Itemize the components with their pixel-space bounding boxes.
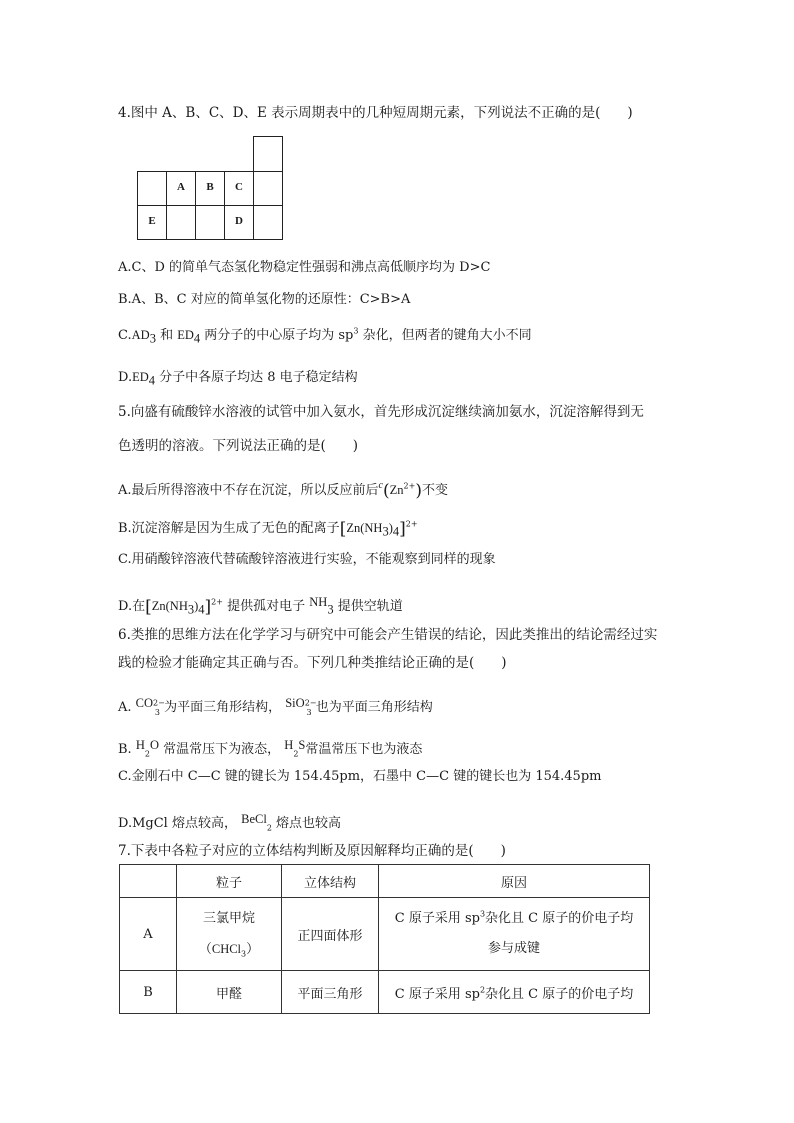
table-header-cell: 粒子 (177, 865, 282, 898)
q6-option-b: B. $H_2O$ 常温常压下为液态， $H_2S$常温常压下也为液态 (118, 738, 423, 759)
q6-title-line2: 践的检验才能确定其正确与否。下列几种类推结论正确的是( ) (118, 655, 507, 671)
table-row (120, 898, 650, 971)
q5-title-line1: 5.向盛有硫酸锌水溶液的试管中加入氨水，首先形成沉淀继续滴加氨水，沉淀溶解得到无 (118, 404, 644, 420)
table-cell-key: B (120, 971, 177, 1014)
table-header-cell (120, 865, 177, 898)
q6-option-c: C.金刚石中 C—C 键的键长为 154.45pm，石墨中 C—C 键的键长也为 154.45pm (118, 769, 602, 784)
pt-cell (253, 171, 283, 206)
q5-option-c: C.用硝酸锌溶液代替硫酸锌溶液进行实验，不能观察到同样的现象 (118, 552, 496, 567)
periodic-table-fragment (137, 136, 283, 240)
table-cell-particle: 三氯甲烷 （CHCl$_3$） (177, 898, 282, 971)
q5-option-d: D.在$[Zn(NH_3)_4]^{2+}$ 提供孤对电子 $NH_3$ 提供空轨道 (118, 595, 403, 617)
table-row (120, 971, 650, 1014)
q6-title-line1: 6.类推的思维方法在化学学习与研究中可能会产生错误的结论，因此类推出的结论需经过实 (118, 627, 658, 643)
pt-label-d: D (235, 215, 243, 227)
q4-option-d: $D.ED_4$ 分子中各原子均达 8 电子稳定结构 (118, 370, 358, 388)
q4-title: 4.图中 A、B、C、D、E 表示周期表中的几种短周期元素，下列说法不正确的是( ) (118, 105, 633, 121)
table-cell-key: A (120, 898, 177, 971)
table-header-row (120, 865, 650, 898)
q5-option-b: B.沉淀溶解是因为生成了无色的配离子$[Zn(NH_3)_4]^{2+}$ (118, 519, 418, 539)
q5-option-a: A.最后所得溶液中不存在沉淀，所以反应前后$^c(Zn^{2+})$不变 (118, 480, 448, 501)
pt-label-a: A (177, 181, 185, 193)
q7-title: 7.下表中各粒子对应的立体结构判断及原因解释均正确的是( ) (118, 843, 506, 859)
q6-option-a: A. $CO^{2-}_3$ 为平面三角形结构， SiO$^{2-}_3$ 也为平面三角形结构 (118, 696, 433, 717)
table-cell-reason: C 原子采用 $sp^3$杂化且 C 原子的价电子均 参与成键 (379, 898, 650, 971)
table-cell-structure: 正四面体形 (282, 898, 379, 971)
pt-cell (137, 171, 167, 206)
pt-label-b: B (206, 181, 214, 193)
pt-cell (195, 205, 225, 240)
table-cell-structure: 平面三角形 (282, 971, 379, 1014)
q4-option-a: A.C、D 的简单气态氢化物稳定性强弱和沸点高低顺序均为 D>C (118, 260, 491, 275)
pt-cell-top (253, 136, 283, 172)
pt-cell (166, 205, 196, 240)
table-cell-particle: 甲醛 (177, 971, 282, 1014)
table-cell-reason: C 原子采用 $sp^2$杂化且 C 原子的价电子均 (379, 971, 650, 1014)
table-header-cell: 立体结构 (282, 865, 379, 898)
table-header-cell: 原因 (379, 865, 650, 898)
q4-option-c: $C.AD_3$ 和 $ED_4$ 两分子的中心原子均为 $sp^3$ 杂化，但两者的键角大小不同 (118, 326, 532, 346)
pt-label-c: C (235, 181, 243, 193)
q7-table (119, 864, 650, 1014)
pt-cell (253, 205, 283, 240)
q4-option-b: B.A、B、C 对应的简单氢化物的还原性：C>B>A (118, 292, 411, 307)
q5-title-line2: 色透明的溶液。下列说法正确的是( ) (118, 438, 359, 454)
q6-option-d: D.MgCl 熔点较高， BeCl$_2$ 熔点也较高 (118, 812, 342, 833)
pt-label-e: E (148, 215, 156, 227)
